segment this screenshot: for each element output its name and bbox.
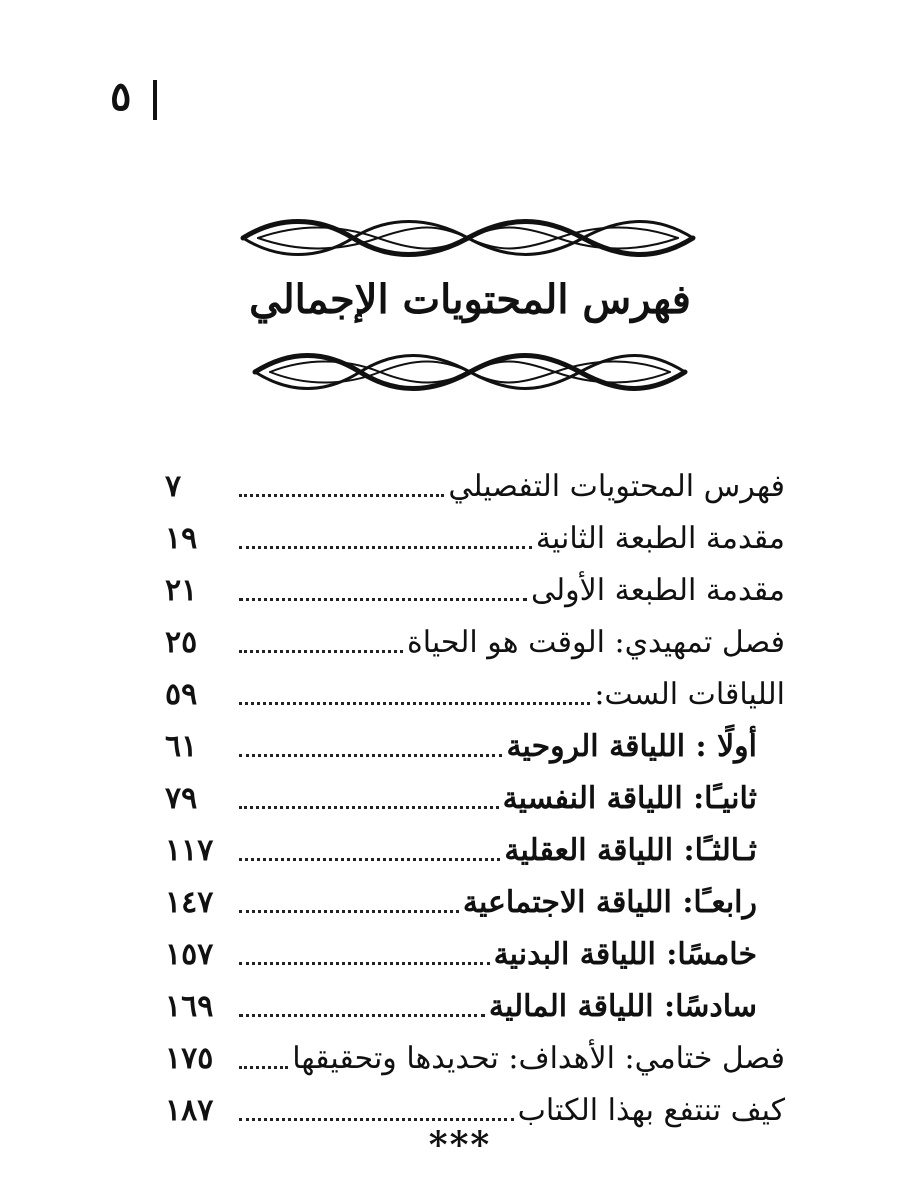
toc-entry-page: ٧ (165, 469, 182, 504)
toc-entry (165, 611, 785, 663)
top-ornament (238, 208, 698, 268)
toc-subentry (165, 715, 785, 767)
toc-entry-page: ١٤٧ (165, 885, 214, 920)
toc-entry-label: خامسًا: اللياقة البدنية (493, 937, 757, 972)
toc-entry (165, 455, 785, 507)
toc-entry-page: ١٩ (165, 521, 198, 556)
leader-dots (239, 806, 499, 809)
toc-entry (165, 1027, 785, 1079)
toc-entry-label: كيف تنتفع بهذا الكتاب (517, 1093, 785, 1128)
leader-dots (239, 494, 444, 497)
leader-dots (239, 546, 532, 549)
leader-dots (239, 962, 490, 965)
toc-title: فهرس المحتويات الإجمالي (249, 276, 691, 323)
leader-dots (239, 1118, 514, 1121)
toc-entry-page: ١٥٧ (165, 937, 214, 972)
toc-entry-page: ١٨٧ (165, 1093, 214, 1128)
leader-dots (239, 1014, 485, 1017)
toc-entry-page: ٢١ (165, 573, 198, 608)
leader-dots (239, 910, 459, 913)
leader-dots (239, 702, 590, 705)
toc-entry-label: أولًا : اللياقة الروحية (506, 729, 757, 764)
toc-entry-label: فصل ختامي: الأهداف: تحديدها وتحقيقها (292, 1041, 785, 1076)
toc-entry-label: رابعـًا: اللياقة الاجتماعية (462, 885, 757, 920)
toc-entry (165, 507, 785, 559)
toc-entry-page: ٢٥ (165, 625, 198, 660)
toc-subentry (165, 871, 785, 923)
toc-entry (165, 559, 785, 611)
toc-subentry (165, 975, 785, 1027)
toc-entry-label: فهرس المحتويات التفصيلي (448, 469, 785, 504)
toc-entry-page: ١٧٥ (165, 1041, 214, 1076)
toc-entry-label: فصل تمهيدي: الوقت هو الحياة (407, 625, 785, 660)
page-number: ٥ (110, 73, 132, 120)
page-number-block (110, 70, 190, 130)
toc-entry-label: اللياقات الست: (594, 677, 785, 712)
page-number-rule (153, 80, 157, 120)
toc-entry-page: ٥٩ (165, 677, 198, 712)
toc-entry-page: ٦١ (165, 729, 198, 764)
toc-entry-page: ١١٧ (165, 833, 214, 868)
toc-list (165, 455, 785, 1131)
toc-subentry (165, 767, 785, 819)
bottom-ornament (250, 342, 690, 402)
toc-entry-page: ٧٩ (165, 781, 198, 816)
leader-dots (239, 1066, 288, 1069)
toc-entry-label: ثانيـًا: اللياقة النفسية (502, 781, 757, 816)
leader-dots (239, 754, 502, 757)
toc-entry-label: سادسًا: اللياقة المالية (488, 989, 757, 1024)
toc-subentry (165, 923, 785, 975)
toc-subentry (165, 819, 785, 871)
toc-entry-label: مقدمة الطبعة الثانية (535, 521, 785, 556)
leader-dots (239, 650, 403, 653)
toc-entry (165, 663, 785, 715)
leader-dots (239, 858, 500, 861)
toc-entry-page: ١٦٩ (165, 989, 214, 1024)
end-mark: *** (428, 1124, 492, 1166)
leader-dots (239, 598, 527, 601)
toc-entry-label: مقدمة الطبعة الأولى (531, 573, 785, 608)
toc-entry-label: ثـالثـًا: اللياقة العقلية (504, 833, 757, 868)
